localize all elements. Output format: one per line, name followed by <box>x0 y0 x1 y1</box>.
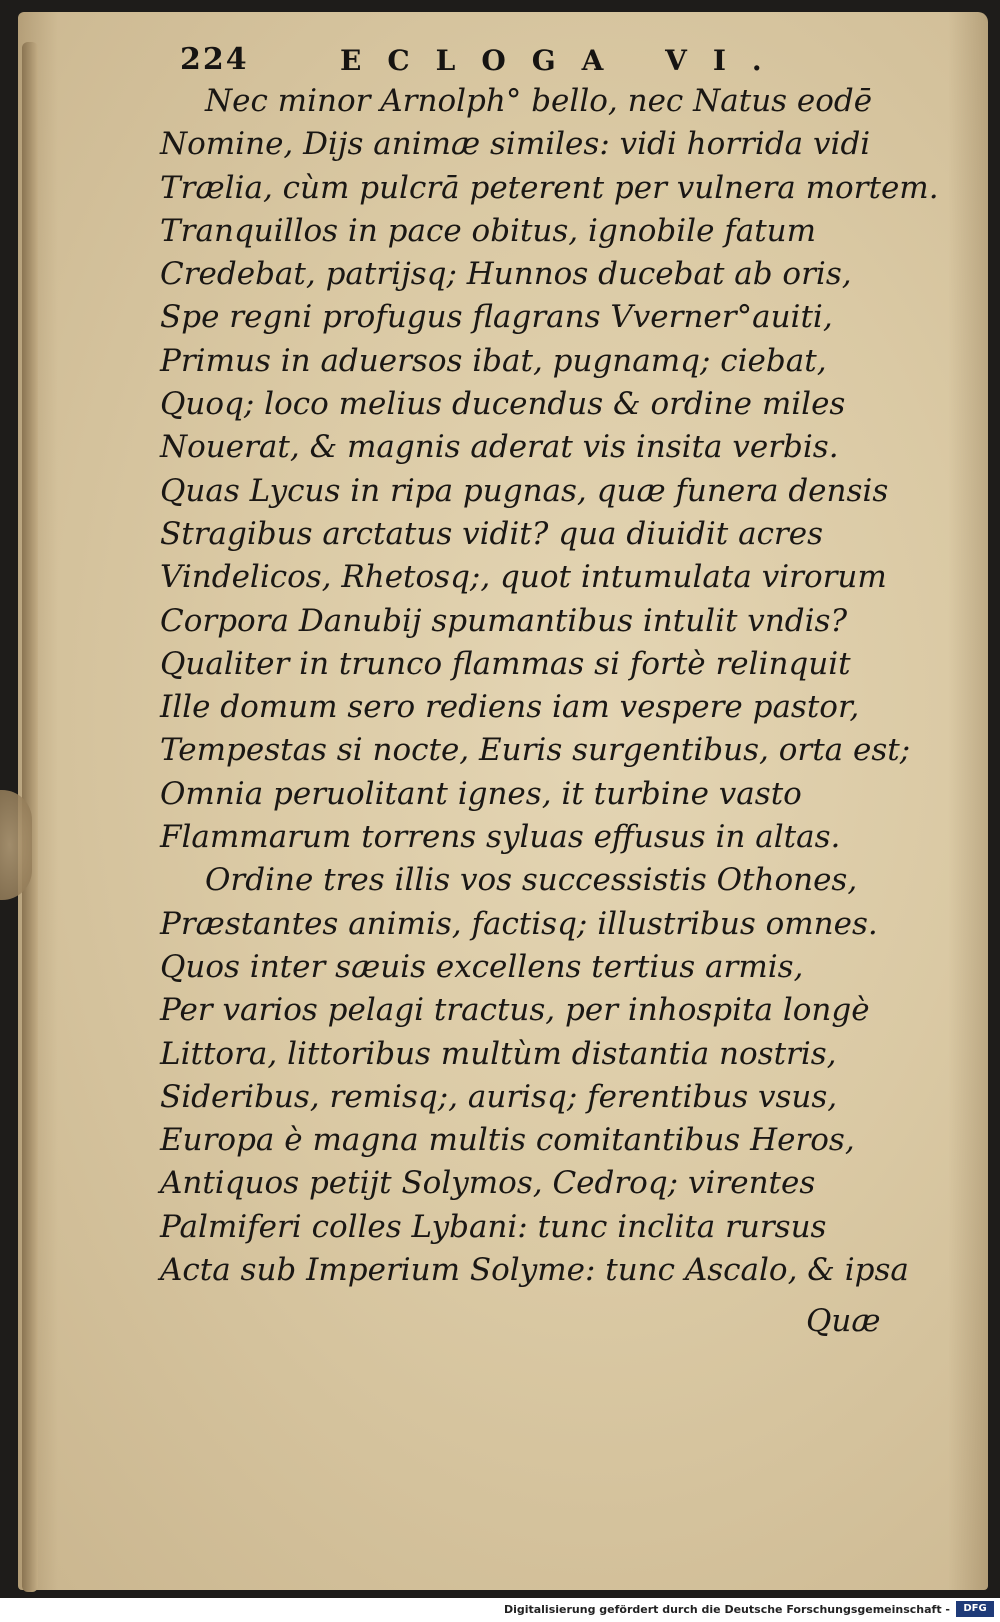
verse-line: Nouerat, & magnis aderat vis insita verbis. <box>160 429 839 466</box>
verse-line: Tempestas si nocte, Euris surgentibus, orta est; <box>160 732 911 769</box>
verse-line: Flammarum torrens syluas effusus in altas. <box>160 819 841 856</box>
verse-line: Quas Lycus in ripa pugnas, quæ funera densis <box>160 472 889 509</box>
verse-line: Antiquos petijt Solymos, Cedroq; virentes <box>160 1165 816 1202</box>
verse-line: Nomine, Dijs animæ similes: vidi horrida vidi <box>160 126 871 163</box>
verse-line: Europa è magna multis comitantibus Heros, <box>160 1122 855 1159</box>
verse-line: Quos inter sæuis excellens tertius armis, <box>160 948 804 985</box>
verse-line: Credebat, patrijsq; Hunnos ducebat ab oris, <box>160 256 852 293</box>
dfg-logo[interactable]: DFG <box>956 1601 994 1617</box>
verse-line: Trælia, cùm pulcrā peterent per vulnera mortem. <box>160 169 939 206</box>
verse-line: Sideribus, remisq;, aurisq; ferentibus vsus, <box>160 1078 838 1115</box>
verse-line: Nec minor Arnolph° bello, nec Natus eodē <box>205 83 873 119</box>
verse-line: Palmiferi colles Lybani: tunc inclita rursus <box>160 1208 827 1245</box>
verse-text <box>160 80 939 1292</box>
verse-line: Littora, littoribus multùm distantia nostris, <box>160 1035 837 1072</box>
verse-line: Corpora Danubij spumantibus intulit vndis? <box>160 602 848 639</box>
verse-line: Primus in aduersos ibat, pugnamq; ciebat, <box>160 342 827 379</box>
verse-line: Tranquillos in pace obitus, ignobile fatum <box>160 212 817 249</box>
verse-line: Omnia peruolitant ignes, it turbine vasto <box>160 775 802 812</box>
verse-line: Quoq; loco melius ducendus & ordine miles <box>160 386 846 423</box>
verse-line: Ille domum sero rediens iam vespere pastor, <box>160 689 860 726</box>
verse-line: Vindelicos, Rhetosq;, quot intumulata virorum <box>160 559 887 596</box>
verse-line: Per varios pelagi tractus, per inhospita longè <box>160 992 870 1029</box>
verse-line: Acta sub Imperium Solyme: tunc Ascalo, & ipsa <box>160 1252 909 1289</box>
verse-line: Spe regni profugus flagrans Vverner°auiti, <box>160 299 833 336</box>
running-head: ECLOGA VI. <box>340 44 788 77</box>
verse-line: Stragibus arctatus vidit? qua diuidit acres <box>160 515 824 552</box>
verse-line: Præstantes animis, factisq; illustribus omnes. <box>160 905 878 942</box>
funding-credit: Digitalisierung gefördert durch die Deutsche Forschungsgemeinschaft - <box>503 1603 950 1616</box>
binding-clasp <box>0 790 32 900</box>
page-number: 224 <box>180 42 249 77</box>
digitization-footer <box>0 1598 1000 1622</box>
page-header <box>180 42 920 82</box>
verse-line: Qualiter in trunco flammas si fortè relinquit <box>160 645 851 682</box>
catchword: Quæ <box>806 1303 881 1339</box>
verse-line: Ordine tres illis vos successistis Othones, <box>205 862 858 899</box>
